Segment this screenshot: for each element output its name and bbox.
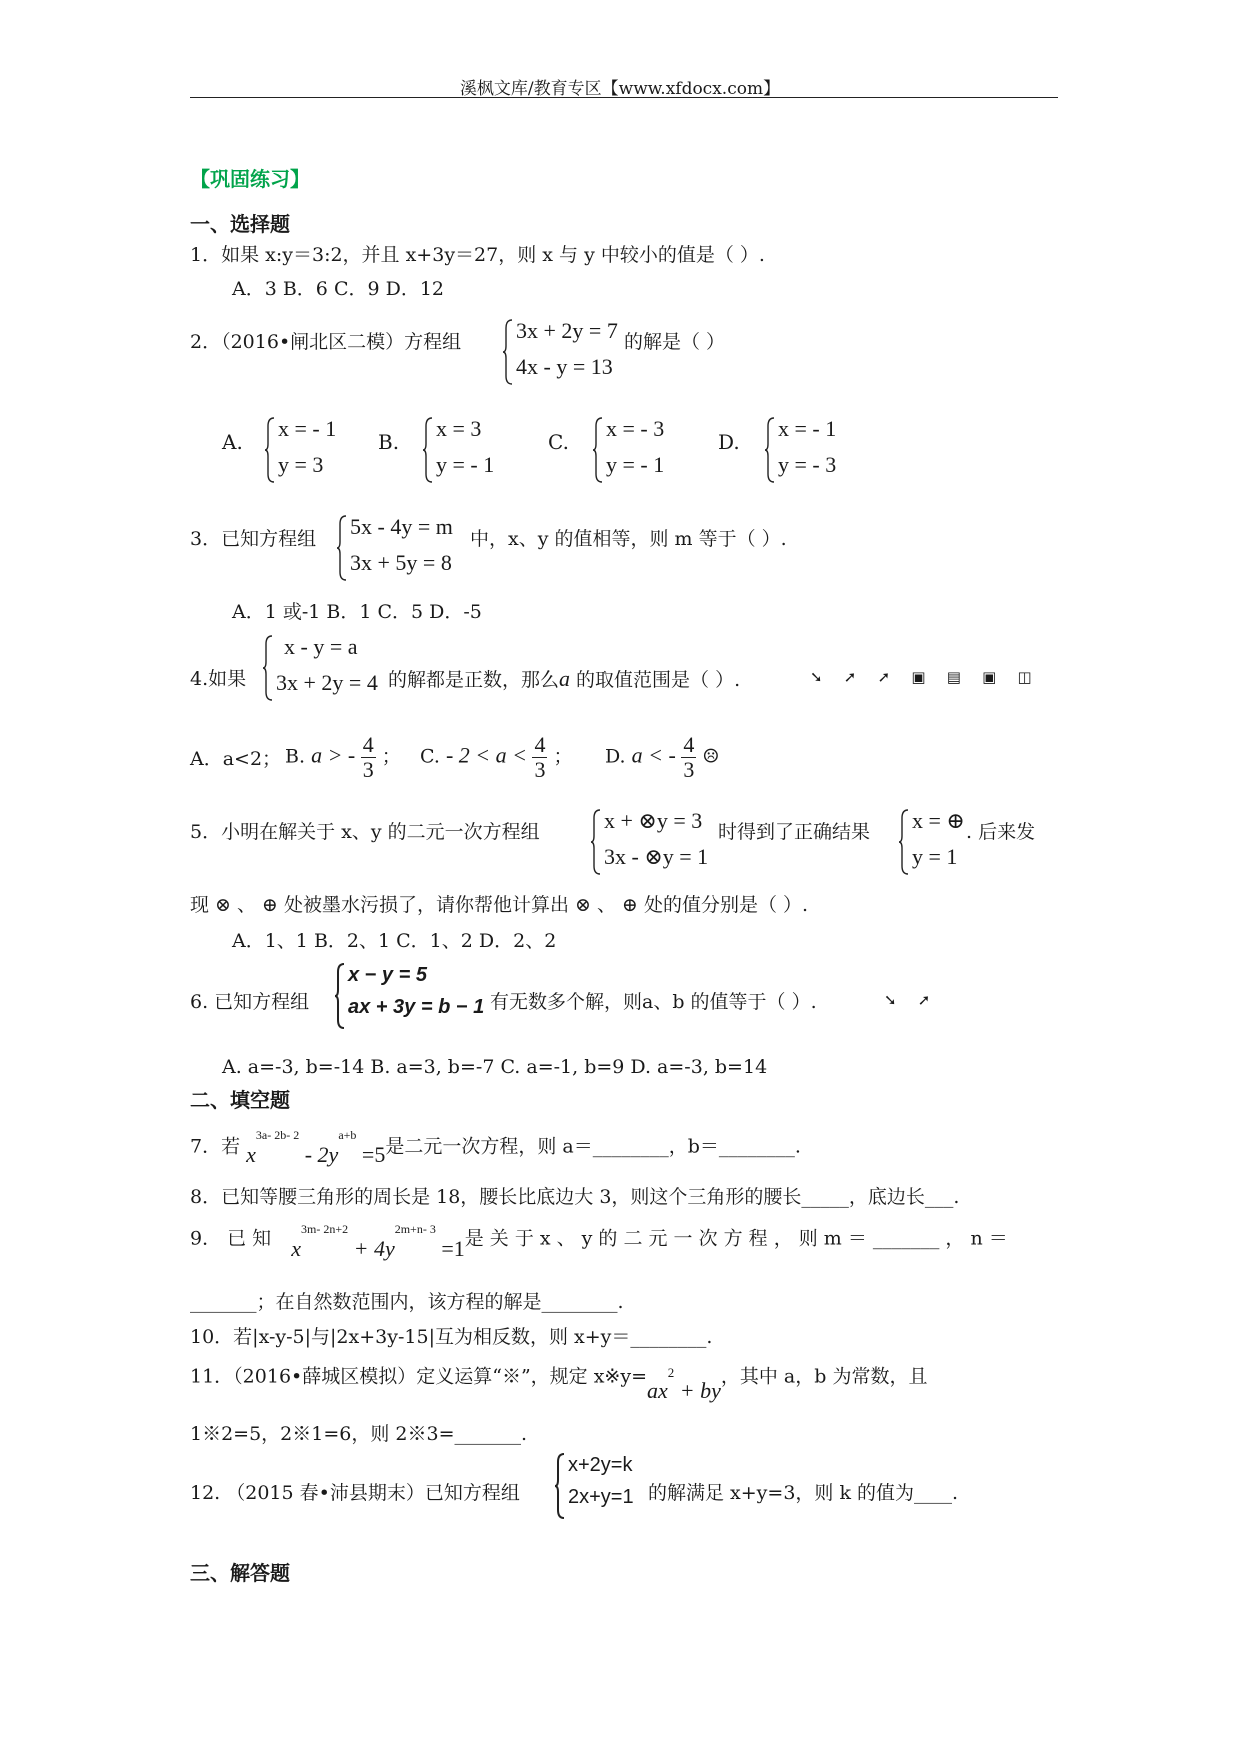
brace-icon <box>590 808 602 876</box>
section-title: 【巩固练习】 <box>190 167 310 191</box>
question-4-suffix: 的解都是正数，那么a 的取值范围是（ ）. <box>388 666 741 691</box>
brace-icon <box>592 416 604 484</box>
section-answer: 三、解答题 <box>190 1561 290 1585</box>
question-12-system: x+2y=k 2x+y=1 <box>554 1452 654 1524</box>
brace-icon <box>264 416 276 484</box>
fraction: $\frac{4}{3}$ <box>683 732 695 782</box>
q2-option-a-system: x = - 1 y = 3 <box>264 416 374 488</box>
brace-icon <box>898 808 910 876</box>
question-2-prefix: 2．（2016•闸北区二模）方程组 <box>190 331 462 353</box>
question-10: 10．若|x-y-5|与|2x+3y-15|互为相反数，则 x+y＝________. <box>190 1326 713 1348</box>
q2-option-c-label: C. <box>548 430 569 454</box>
question-3-prefix: 3．已知方程组 <box>190 528 317 550</box>
arrow-glyph-icons: ➘ ➚ <box>884 991 939 1009</box>
question-5-suffix: . 后来发 <box>966 821 1036 843</box>
page-header: 溪枫文库/教育专区【www.xfdocx.com】 <box>459 79 781 99</box>
question-9-line2: _______；在自然数范围内，该方程的解是________. <box>190 1291 624 1313</box>
question-7: 7．若 $x^{3a- 2b- 2} - 2y^{a+b} =5$是二元一次方程，则 a＝________，b＝________. <box>190 1128 801 1168</box>
brace-icon <box>262 634 274 702</box>
question-2-suffix: 的解是（ ） <box>624 331 726 353</box>
toolbar-glyph-icons: ➘ ➚ ➚ ▣ ▤ ▣ ◫ <box>810 668 1040 686</box>
brace-icon <box>502 318 514 386</box>
question-3-options: A．1 或-1 B．1 C．5 D．-5 <box>232 601 482 623</box>
question-1: 1．如果 x:y＝3:2，并且 x+3y＝27，则 x 与 y 中较小的值是（ ）. <box>190 244 765 266</box>
question-6-suffix: 有无数多个解，则a、b 的值等于（ ）. <box>490 991 817 1013</box>
q2-option-a-label: A. <box>222 430 243 454</box>
question-1-options: A．3 B．6 C．9 D．12 <box>232 278 445 300</box>
frown-icon: ☹ <box>702 745 720 768</box>
brace-icon <box>554 1452 566 1520</box>
question-4-prefix: 4.如果 <box>190 668 247 690</box>
q2-option-b-system: x = 3 y = - 1 <box>422 416 532 488</box>
question-5-prefix: 5．小明在解关于 x、y 的二元一次方程组 <box>190 821 540 843</box>
q2-option-b-label: B. <box>378 430 400 454</box>
question-9: 9． 已 知 $x^{3m- 2n+2} + 4y^{2m+n- 3} =1$是 关 于 x 、 y 的 二 元 一 次 方 程 ， 则 m ＝ _______ ， n ＝ <box>190 1222 1008 1262</box>
question-11: 11．（2016•薛城区模拟）定义运算“※”，规定 $x※y=ax^2$ + by，其中 a，b 为常数，且 <box>190 1365 928 1404</box>
question-4-system: x - y = a 3x + 2y = 4 <box>262 634 392 706</box>
question-2-system: 3x + 2y = 7 4x - y = 13 <box>502 318 622 390</box>
brace-icon <box>422 416 434 484</box>
question-5-mid: 时得到了正确结果 <box>718 821 871 843</box>
question-5-line2: 现 ⊗ 、 ⊕ 处被墨水污损了，请你帮他计算出 ⊗ 、 ⊕ 处的值分别是（ ）. <box>190 894 809 916</box>
question-8: 8．已知等腰三角形的周长是 18，腰长比底边大 3，则这个三角形的腰长_____，底边长___. <box>190 1186 960 1208</box>
question-3-system: 5x - 4y = m 3x + 5y = 8 <box>336 514 466 586</box>
question-12-suffix: 的解满足 x+y=3，则 k 的值为____. <box>648 1482 959 1504</box>
question-6-prefix: 6. 已知方程组 <box>190 991 310 1013</box>
section-fill: 二、填空题 <box>190 1088 290 1112</box>
question-6-options: A. a=-3, b=-14 B. a=3, b=-7 C. a=-1, b=9 D. a=-3, b=14 <box>222 1056 768 1078</box>
brace-icon <box>336 514 348 582</box>
q4-option-a: A．a<2； <box>190 748 282 770</box>
brace-icon <box>334 962 346 1030</box>
q2-option-c-system: x = - 3 y = - 1 <box>592 416 702 488</box>
section-choice: 一、选择题 <box>190 212 290 236</box>
fraction: $\frac{4}{3}$ <box>362 732 374 782</box>
question-6-system: x − y = 5 ax + 3y = b − 1 <box>334 962 494 1034</box>
q2-option-d-label: D. <box>718 430 740 454</box>
header-rule <box>190 97 1058 98</box>
question-5-system: x + ⊗y = 3 3x - ⊗y = 1 <box>590 808 720 880</box>
question-5-options: A．1、1 B．2、1 C．1、2 D．2、2 <box>232 930 557 952</box>
fraction: $\frac{4}{3}$ <box>534 732 546 782</box>
question-11-line2: 1※2=5，2※1=6，则 2※3=_______. <box>190 1423 528 1445</box>
brace-icon <box>764 416 776 484</box>
q2-option-d-system: x = - 1 y = - 3 <box>764 416 874 488</box>
q4-option-d: D. a < - $\frac{4}{3}$ ☹ <box>605 732 720 782</box>
q4-option-c: C. - 2 < a < $\frac{4}{3}$ ； <box>420 732 573 782</box>
question-3-suffix: 中，x、y 的值相等，则 m 等于（ ）. <box>470 528 787 550</box>
q4-option-b: B. a > - $\frac{4}{3}$ ； <box>285 732 401 782</box>
question-12-prefix: 12. （2015 春•沛县期末）已知方程组 <box>190 1482 520 1504</box>
question-5-solution: x = ⊕ y = 1 <box>898 808 978 880</box>
